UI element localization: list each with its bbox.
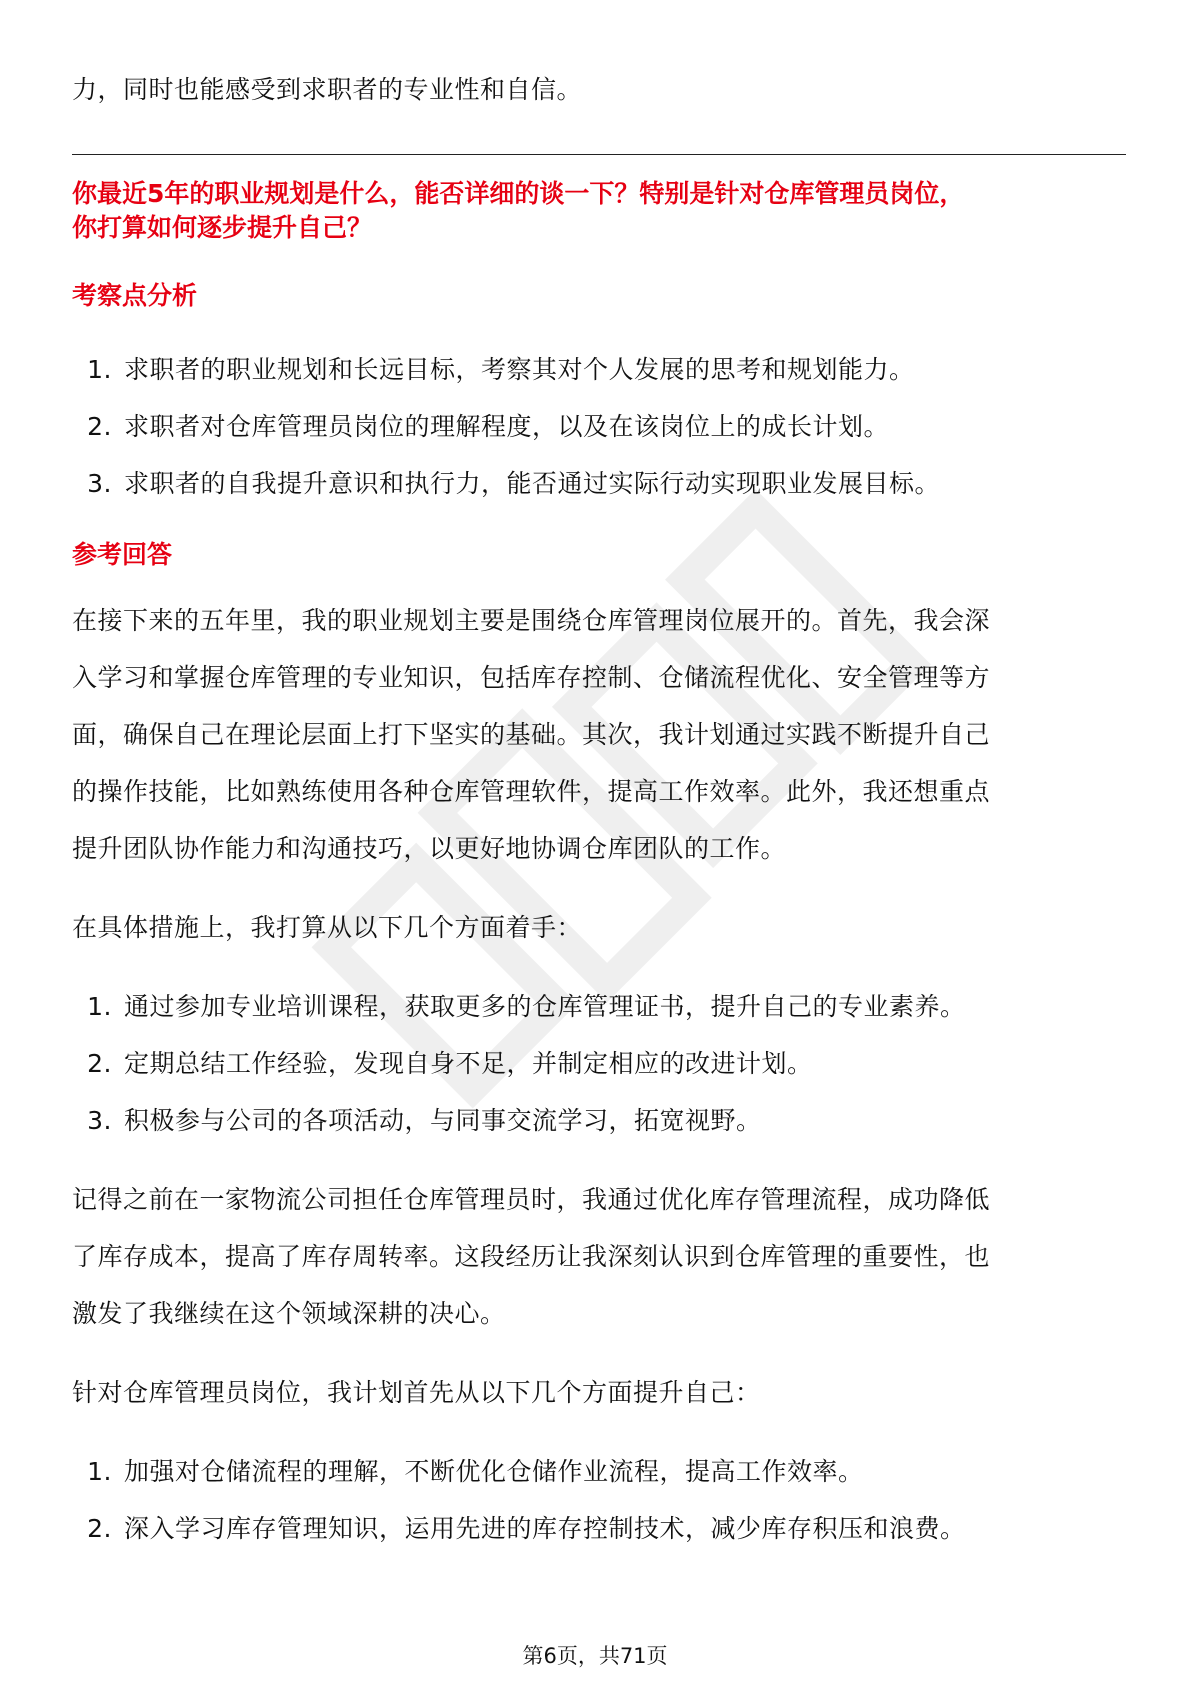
answer-paragraph-2: 在具体措施上，我打算从以下几个方面着手：	[72, 913, 583, 942]
list-item-number: 3.	[87, 1106, 112, 1135]
list-item-number: 3.	[87, 469, 112, 498]
list-item-number: 1.	[87, 992, 112, 1021]
paragraph-line: 面，确保自己在理论层面上打下坚实的基础。其次，我计划通过实践不断提升自己	[72, 720, 991, 749]
list-item-text: 定期总结工作经验，发现自身不足，并制定相应的改进计划。	[124, 1049, 813, 1078]
list-item-number: 1.	[87, 1457, 112, 1486]
list-item-text: 积极参与公司的各项活动，与同事交流学习，拓宽视野。	[124, 1106, 762, 1135]
section-divider	[72, 154, 1126, 155]
list-item	[72, 1035, 1122, 1092]
list-item	[72, 1443, 1122, 1500]
question-heading-line1: 你最近5年的职业规划是什么，能否详细的谈一下？特别是针对仓库管理员岗位，	[72, 179, 965, 208]
list-item-text: 求职者的职业规划和长远目标，考察其对个人发展的思考和规划能力。	[124, 355, 915, 384]
list-item	[72, 398, 1122, 455]
list-item-number: 2.	[87, 1514, 112, 1543]
list-item-text: 求职者对仓库管理员岗位的理解程度，以及在该岗位上的成长计划。	[124, 412, 890, 441]
list-item	[72, 455, 1122, 512]
list-item	[72, 1500, 1122, 1557]
list-item-text: 通过参加专业培训课程，获取更多的仓库管理证书，提升自己的专业素养。	[124, 992, 966, 1021]
paragraph-line: 记得之前在一家物流公司担任仓库管理员时，我通过优化库存管理流程，成功降低	[72, 1185, 991, 1214]
paragraph-line: 提升团队协作能力和沟通技巧，以更好地协调仓库团队的工作。	[72, 834, 787, 863]
intro-tail-text: 力，同时也能感受到求职者的专业性和自信。	[72, 75, 583, 104]
page-footer: 第6页，共71页	[522, 1644, 668, 1668]
analysis-title: 考察点分析	[72, 281, 198, 310]
document-content	[72, 70, 1122, 1557]
list-item	[72, 341, 1122, 398]
list-item-number: 1.	[87, 355, 112, 384]
paragraph-line: 激发了我继续在这个领域深耕的决心。	[72, 1299, 506, 1328]
question-heading-line2: 你打算如何逐步提升自己？	[72, 213, 373, 242]
answer-paragraph-1	[72, 592, 1122, 877]
answer-paragraph-3	[72, 1171, 1122, 1342]
list-item-text: 深入学习库存管理知识，运用先进的库存控制技术，减少库存积压和浪费。	[124, 1514, 966, 1543]
answer-paragraph-4: 针对仓库管理员岗位，我计划首先从以下几个方面提升自己：	[72, 1378, 761, 1407]
list-item-number: 2.	[87, 1049, 112, 1078]
list-item	[72, 978, 1122, 1035]
measures-list	[72, 978, 1122, 1149]
paragraph-line: 在接下来的五年里，我的职业规划主要是围绕仓库管理岗位展开的。首先，我会深	[72, 606, 991, 635]
list-item-text: 加强对仓储流程的理解，不断优化仓储作业流程，提高工作效率。	[124, 1457, 864, 1486]
list-item-text: 求职者的自我提升意识和执行力，能否通过实际行动实现职业发展目标。	[124, 469, 941, 498]
paragraph-line: 入学习和掌握仓库管理的专业知识，包括库存控制、仓储流程优化、安全管理等方	[72, 663, 991, 692]
list-item	[72, 1092, 1122, 1149]
paragraph-line: 的操作技能，比如熟练使用各种仓库管理软件，提高工作效率。此外，我还想重点	[72, 777, 991, 806]
paragraph-line: 了库存成本，提高了库存周转率。这段经历让我深刻认识到仓库管理的重要性，也	[72, 1242, 991, 1271]
answer-title: 参考回答	[72, 540, 173, 569]
improvement-list	[72, 1443, 1122, 1557]
analysis-list	[72, 341, 1122, 512]
list-item-number: 2.	[87, 412, 112, 441]
